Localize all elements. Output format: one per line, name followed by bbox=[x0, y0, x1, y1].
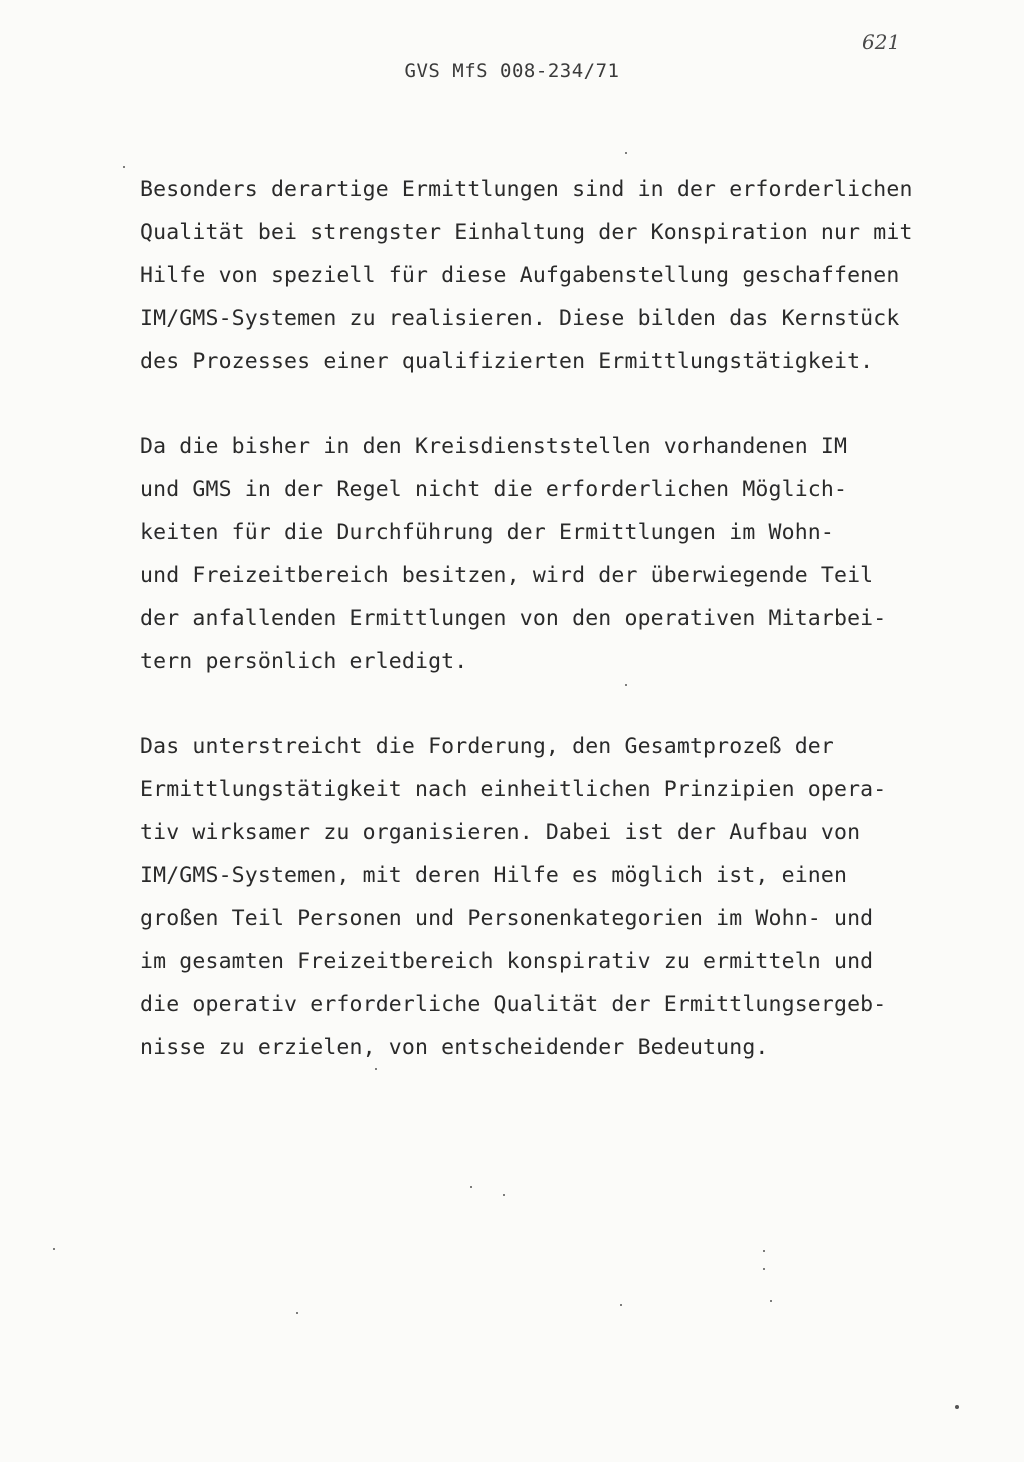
text-line: Besonders derartige Ermittlungen sind in der erforderlichen bbox=[140, 177, 913, 202]
paragraph-2 bbox=[140, 425, 940, 683]
scan-speck bbox=[625, 684, 627, 686]
text-line: Das unterstreicht die Forderung, den Gesamtprozeß der bbox=[140, 734, 834, 759]
text-line: die operativ erforderliche Qualität der Ermittlungsergeb- bbox=[140, 992, 887, 1017]
text-line: Hilfe von speziell für diese Aufgabenstellung geschaffenen bbox=[140, 263, 900, 288]
scan-speck bbox=[625, 152, 627, 154]
text-line: IM/GMS-Systemen, mit deren Hilfe es möglich ist, einen bbox=[140, 863, 848, 888]
scan-speck bbox=[503, 1194, 505, 1196]
text-line: großen Teil Personen und Personenkategorien im Wohn- und bbox=[140, 906, 874, 931]
text-line: und Freizeitbereich besitzen, wird der überwiegende Teil bbox=[140, 563, 874, 588]
text-line: keiten für die Durchführung der Ermittlungen im Wohn- bbox=[140, 520, 834, 545]
scan-speck bbox=[763, 1268, 765, 1270]
text-line: IM/GMS-Systemen zu realisieren. Diese bilden das Kernstück bbox=[140, 306, 900, 331]
scan-speck bbox=[123, 166, 125, 168]
scan-speck bbox=[375, 1068, 377, 1070]
document-reference: GVS MfS 008-234/71 bbox=[404, 60, 620, 82]
paragraph-1 bbox=[140, 168, 940, 383]
text-line: Qualität bei strengster Einhaltung der Konspiration nur mit bbox=[140, 220, 913, 245]
text-line: Ermittlungstätigkeit nach einheitlichen Prinzipien opera- bbox=[140, 777, 887, 802]
paragraph-3 bbox=[140, 725, 940, 1069]
document-body bbox=[140, 168, 940, 1111]
scan-speck bbox=[296, 1312, 298, 1314]
text-line: tiv wirksamer zu organisieren. Dabei ist der Aufbau von bbox=[140, 820, 861, 845]
page-number: 621 bbox=[862, 30, 901, 54]
text-line: nisse zu erzielen, von entscheidender Bedeutung. bbox=[140, 1035, 769, 1060]
scan-speck bbox=[470, 1186, 472, 1188]
text-line: des Prozesses einer qualifizierten Ermittlungstätigkeit. bbox=[140, 349, 874, 374]
text-line: Da die bisher in den Kreisdienststellen vorhandenen IM bbox=[140, 434, 848, 459]
scan-speck bbox=[620, 1304, 622, 1306]
scan-speck bbox=[955, 1405, 959, 1409]
text-line: tern persönlich erledigt. bbox=[140, 649, 468, 674]
text-line: der anfallenden Ermittlungen von den operativen Mitarbei- bbox=[140, 606, 887, 631]
text-line: und GMS in der Regel nicht die erforderlichen Möglich- bbox=[140, 477, 848, 502]
scan-speck bbox=[53, 1248, 55, 1250]
scan-speck bbox=[763, 1250, 765, 1252]
text-line: im gesamten Freizeitbereich konspirativ zu ermitteln und bbox=[140, 949, 874, 974]
scan-speck bbox=[770, 1300, 772, 1302]
